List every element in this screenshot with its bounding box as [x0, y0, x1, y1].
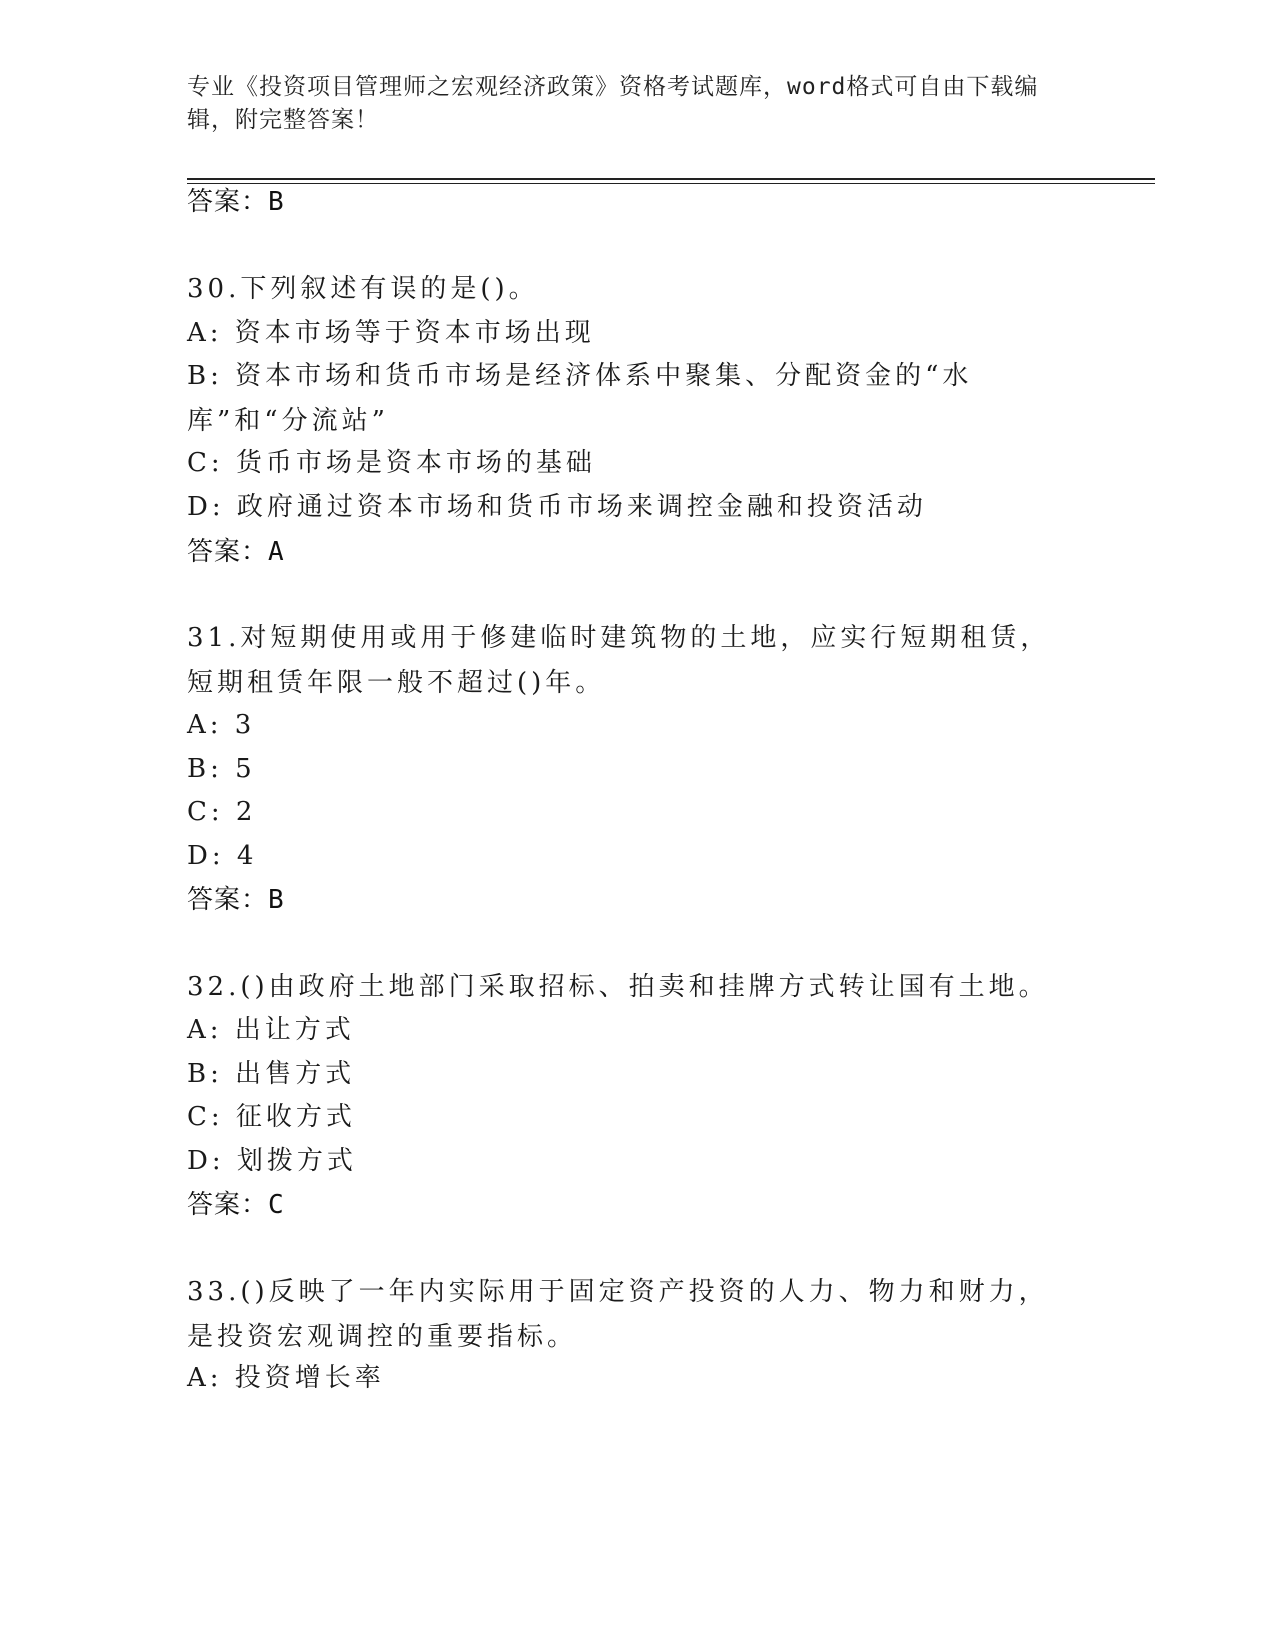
- option-c: C: 2: [187, 797, 257, 827]
- option-a: A: 资本市场等于资本市场出现: [187, 318, 595, 348]
- question-stem: 30.下列叙述有误的是()。: [187, 274, 539, 304]
- option-d: D: 划拨方式: [187, 1146, 357, 1176]
- option-b: B: 资本市场和货币市场是经济体系中聚集、分配资金的“水库”和“分流站”: [187, 361, 973, 436]
- answer: 答案：B: [187, 885, 285, 915]
- question-stem: 31.对短期使用或用于修建临时建筑物的土地，应实行短期租赁，短期租赁年限一般不超过()年。: [187, 623, 1051, 698]
- question-stem: 33.()反映了一年内实际用于固定资产投资的人力、物力和财力，是投资宏观调控的重要指标。: [187, 1277, 1049, 1352]
- option-d: D: 政府通过资本市场和货币市场来调控金融和投资活动: [187, 492, 927, 522]
- option-a: A: 3: [187, 710, 256, 740]
- page-header: 专业《投资项目管理师之宏观经济政策》资格考试题库，word格式可自由下载编辑，附完整答案！: [187, 74, 1039, 133]
- header-rule-thin: [187, 183, 1155, 184]
- question-stem: 32.()由政府土地部门采取招标、拍卖和挂牌方式转让国有土地。: [187, 972, 1049, 1002]
- option-c: C: 货币市场是资本市场的基础: [187, 448, 596, 478]
- option-a: A: 投资增长率: [187, 1363, 385, 1393]
- option-b: B: 5: [187, 754, 256, 784]
- option-b: B: 出售方式: [187, 1059, 356, 1089]
- option-d: D: 4: [187, 841, 258, 871]
- answer: 答案：C: [187, 1190, 285, 1220]
- option-a: A: 出让方式: [187, 1015, 355, 1045]
- answer: 答案：A: [187, 537, 285, 567]
- answer-previous: 答案：B: [187, 187, 285, 217]
- option-c: C: 征收方式: [187, 1102, 356, 1132]
- header-rule-thick: [187, 178, 1155, 180]
